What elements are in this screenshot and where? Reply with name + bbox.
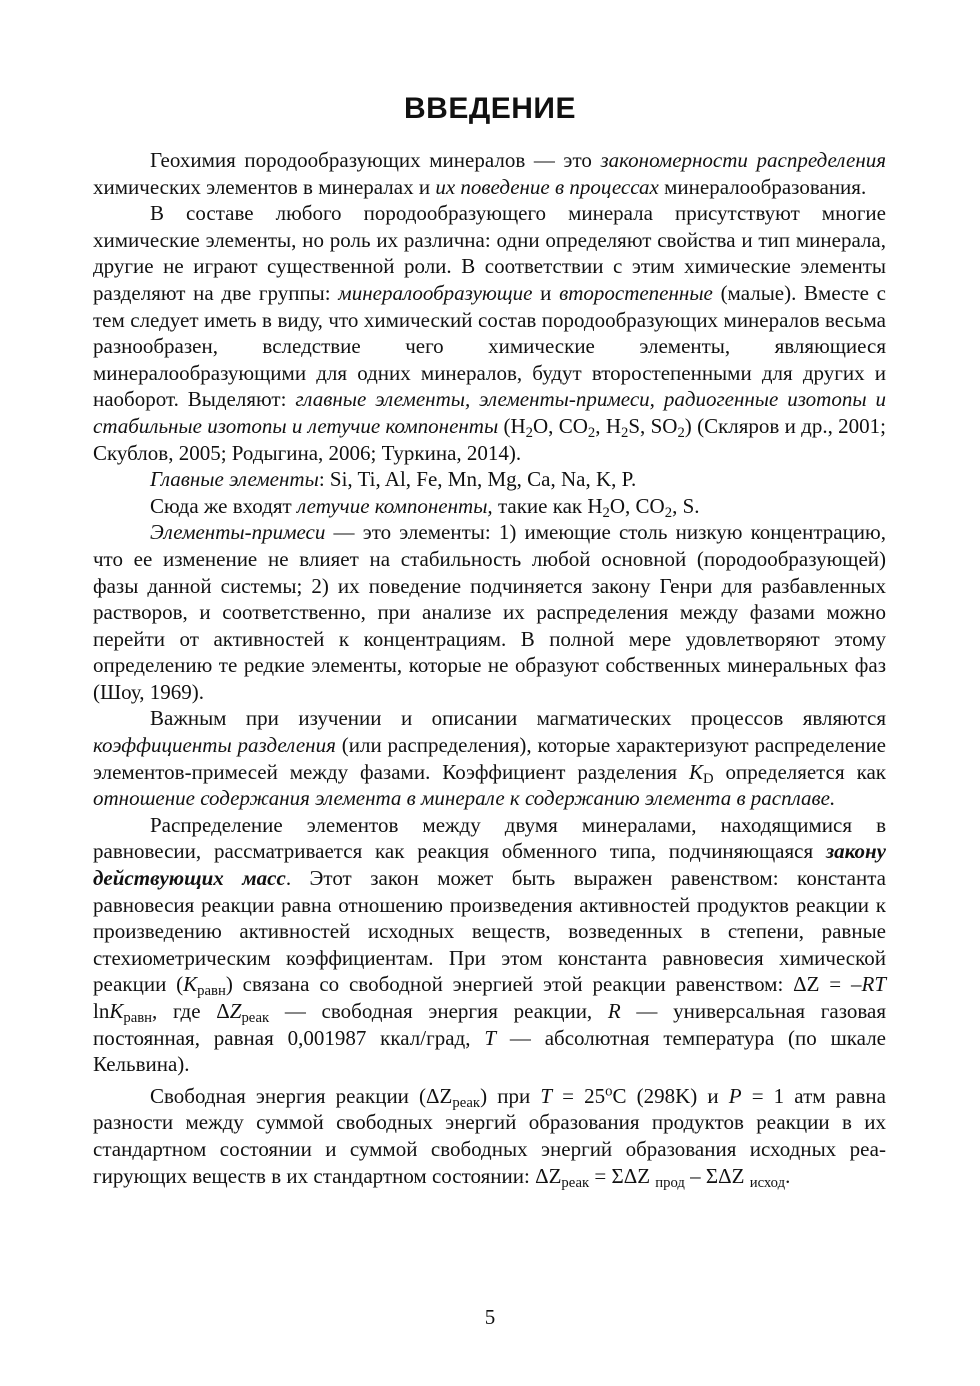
text-span: ) при xyxy=(480,1083,541,1108)
text-span: = ΣΔZ xyxy=(589,1163,656,1188)
italic-symbol: P xyxy=(728,1083,742,1108)
text-span: O, CO xyxy=(533,413,588,438)
text-span: : Si, Ti, Al, Fe, Mn, Mg, Ca, Na, K, P. xyxy=(318,467,637,492)
italic-term: летучие компоненты, xyxy=(296,493,493,518)
text-span: С (298K) и xyxy=(612,1083,729,1108)
text-span: Сюда же входят xyxy=(150,493,297,518)
italic-term: их поведение в процессах xyxy=(435,174,659,199)
italic-term: коэффициенты разделения xyxy=(93,733,336,758)
page-number: 5 xyxy=(484,1305,496,1329)
paragraph-3 xyxy=(93,466,886,493)
italic-symbol: T xyxy=(484,1025,496,1050)
italic-symbol: K xyxy=(688,759,703,784)
italic-symbol: R xyxy=(607,999,621,1023)
text-span: химических элементов в минералах и xyxy=(93,174,436,199)
text-span: . Этот закон может быть выражен равенством: константа равновесия реакции равна отношению произведения активностей продуктов реакции к произведению активностей исходных веществ, возведенных в степени, равные стехиометрическим коэффициентам. При этом константа равновесия химической реакции ( xyxy=(93,866,886,997)
text-span: такие как H xyxy=(492,493,603,518)
text-span: . xyxy=(785,1163,791,1188)
italic-symbol: K xyxy=(109,999,124,1023)
text-span: В составе любого породообразующего минерала присутствуют многие химические элементы, но роль их различна: одни определяют свойства и тип минерала, другие не играют существенной роли. В соответствии с этим химические элементы разделяют на две группы: xyxy=(93,201,886,305)
subscript: равн xyxy=(123,1010,153,1027)
italic-term: минералообразующие xyxy=(338,280,533,305)
subscript: 2 xyxy=(621,425,629,442)
subscript: равн xyxy=(197,983,226,1000)
subscript: 2 xyxy=(664,504,673,521)
text-span: Важным при изучении и описании магматических процессов являются xyxy=(150,706,886,731)
italic-term: Главные элементы xyxy=(150,467,319,492)
text-span: — свободная энергия реакции, xyxy=(269,999,608,1023)
text-span: ln xyxy=(93,999,110,1023)
paragraph-7 xyxy=(93,812,886,1078)
text-span: , H xyxy=(595,413,621,438)
italic-symbol: Z xyxy=(229,999,242,1023)
subscript: D xyxy=(702,770,714,787)
text-span: , где Δ xyxy=(152,999,230,1023)
subscript: исход xyxy=(749,1174,786,1191)
italic-term: отношение содержания элемента в минерале к содержанию элемента в расплаве. xyxy=(93,786,836,811)
paragraph-6 xyxy=(93,705,886,811)
paragraph-2 xyxy=(93,200,886,466)
italic-symbol: RT xyxy=(861,972,887,997)
body-text xyxy=(93,147,886,1189)
subscript: 2 xyxy=(602,504,610,521)
text-span: — универсальная газовая постоянная, равная 0,001987 ккал/град, xyxy=(93,999,886,1050)
superscript: o xyxy=(605,1083,613,1100)
text-span: O, CO xyxy=(609,493,665,518)
text-span: — абсолютная температура (по шкале Кельвина). xyxy=(93,1025,886,1077)
text-span: минералообразования. xyxy=(658,174,867,199)
paragraph-1 xyxy=(93,147,886,200)
subscript: 2 xyxy=(525,425,534,442)
paragraph-4 xyxy=(93,493,886,520)
italic-term: главные элементы, элементы-примеси, радиогенные изотопы и стабильные изотопы и летучие компоненты xyxy=(93,387,886,438)
paragraph-8 xyxy=(93,1083,886,1189)
text-span: – ΣΔZ xyxy=(684,1163,750,1188)
text-span: , S. xyxy=(672,493,700,518)
text-span: S, SO xyxy=(628,413,678,438)
bold-italic-term: закону действующих масс xyxy=(93,839,886,891)
page-title: ВВЕДЕНИЕ xyxy=(404,92,576,125)
text-span: Свободная энергия реакции (ΔZ xyxy=(150,1083,453,1108)
italic-symbol: T xyxy=(540,1083,552,1108)
italic-symbol: K xyxy=(183,972,198,997)
text-span: = 1 атм равна разности между суммой свободных энергий образования продуктов реакции в их стандартном состоянии и суммой свободных энергий образования исходных реагирующих веществ в их стандартном состоянии: ΔZ xyxy=(93,1083,886,1188)
italic-term: закономерности распределения xyxy=(600,148,886,172)
subscript: реак xyxy=(561,1174,590,1191)
text-span: и xyxy=(532,280,560,305)
text-span: (или распределения), которые характеризуют распределение элементов-примесей между фазами. Коэффициент разделения xyxy=(93,733,887,784)
italic-term: второстепенные xyxy=(559,280,713,305)
text-span: (малые). Вместе с тем следует иметь в виду, что химический состав породообразующих минералов весьма разнообразен, вследствие чего химические элементы, являющиеся минералообразующими для одних минералов, будут второстепенными для других и наоборот. Выделяют: xyxy=(93,280,886,412)
text-span: Геохимия породообразующих минералов — это xyxy=(150,148,601,172)
subscript: 2 xyxy=(677,425,685,442)
text-span: — это элементы: 1) имеющие столь низкую концентрацию, что ее изменение не влияет на стабильность любой основной (породообразующей) фазы данной системы; 2) их поведение подчиняется закону Генри для разбавленных растворов, и соответственно, при анализе их распределения между фазами можно перейти от активностей к концентрациям. В полной мере удовлетворяют этому определению те редкие элементы, которые не образуют собственных минеральных фаз (Шоу, 1969). xyxy=(93,520,886,704)
text-span: ) связана со свободной энергией этой реакции равенством: ΔZ = – xyxy=(225,972,862,997)
text-span: определяется как xyxy=(713,759,886,784)
text-span: = 25 xyxy=(552,1083,606,1108)
text-span: Распределение элементов между двумя минералами, находящимися в равновесии, рассматривается как реакция обменного типа, подчиняющаяся xyxy=(93,812,886,864)
italic-term: Элементы-примеси xyxy=(150,520,326,545)
subscript: реак xyxy=(241,1010,270,1027)
paragraph-5 xyxy=(93,519,886,705)
text-span: (H xyxy=(498,413,526,438)
text-span: ) (Скляров и др., 2001; Скублов, 2005; Родыгина, 2006; Туркина, 2014). xyxy=(93,413,887,465)
subscript: прод xyxy=(655,1174,685,1191)
subscript: реак xyxy=(452,1094,481,1111)
subscript: 2 xyxy=(587,425,596,442)
